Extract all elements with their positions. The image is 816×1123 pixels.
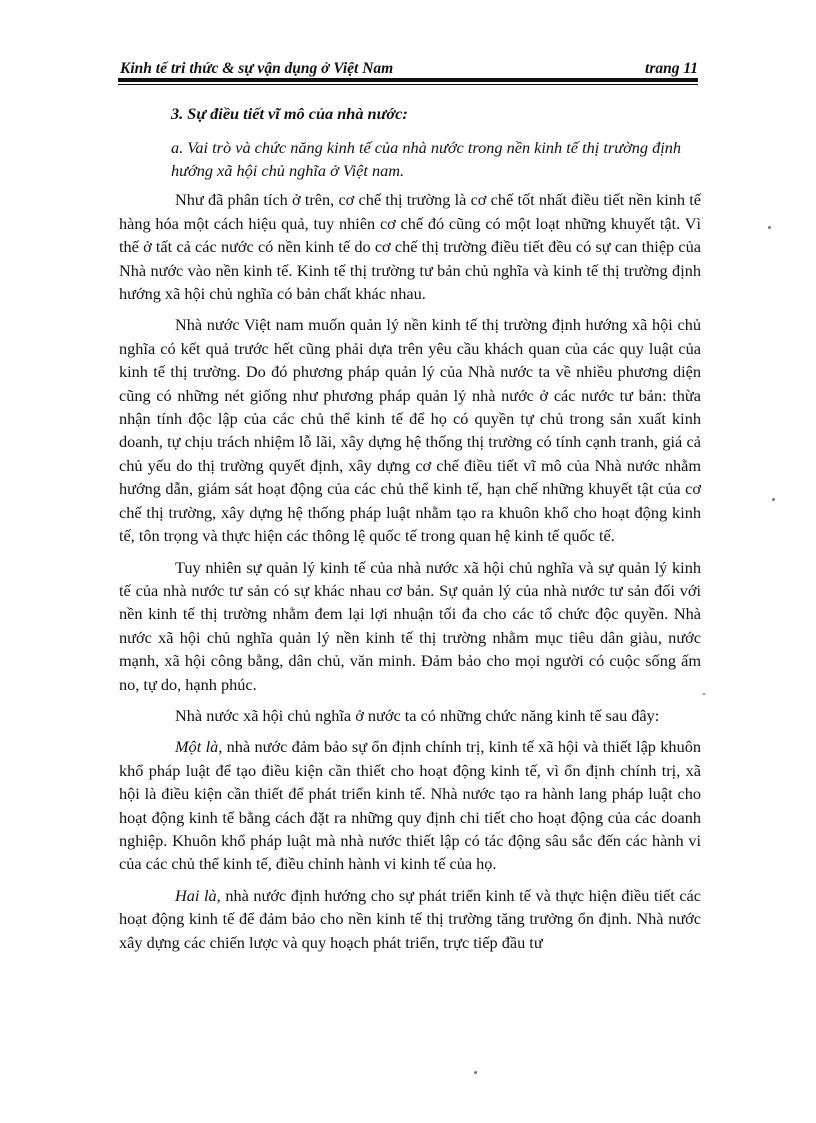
subsection-title: a. Vai trò và chức năng kinh tế của nhà nước trong nền kinh tế thị trường định hướng xã hội chủ nghĩa ở Việt nam.: [171, 138, 682, 180]
paragraph-2: Nhà nước Việt nam muốn quản lý nền kinh tế thị trường định hướng xã hội chủ nghĩa có kết quả trước hết cũng phải dựa trên yêu cầu khách quan của các quy luật của kinh tế thị trường. Do đó phương pháp quản lý của Nhà nước ta về nhiều phương diện cũng có những nét giống như phương pháp quản lý nhà nước ở các nước tư bản: thừa nhận tính độc lập của các chủ thể kinh tế để họ có quyền tự chủ trong sản xuất kinh doanh, tự chịu trách nhiệm lỗ lãi, xây dựng hệ thống thị trường có tính cạnh tranh, giá cả chủ yếu do thị trường quyết định, xây dựng cơ chế điều tiết vĩ mô của Nhà nước nhằm hướng dẫn, giám sát hoạt động của các chủ thể kinh tế, hạn chế những khuyết tật của cơ chế thị trường, xây dựng hệ thống pháp luật nhằm tạo ra khuôn khổ cho hoạt động kinh tế, tôn trọng và thực hiện các thông lệ quốc tế trong quan hệ kinh tế quốc tế.: [119, 315, 701, 546]
item-text-1: nhà nước đảm bảo sự ổn định chính trị, kinh tế xã hội và thiết lập khuôn khổ pháp luật để tạo điều kiện cần thiết cho hoạt động kinh tế, vì ổn định chính trị, xã hội là điều kiện cần thiết để phát triển kinh tế. Nhà nước tạo ra hành lang pháp luật cho hoạt động kinh tế bằng cách đặt ra những quy định chi tiết cho hoạt động của các doanh nghiệp. Khuôn khổ pháp luật mà nhà nước thiết lập có tác động sâu sắc đến các hành vi của các chủ thể kinh tế, điều chỉnh hành vi kinh tế của họ.: [119, 737, 701, 874]
section-title: 3. Sự điều tiết vĩ mô của nhà nước:: [171, 104, 408, 123]
function-item-1: [119, 735, 701, 875]
scan-speck: [703, 693, 705, 695]
item-text-2: nhà nước định hướng cho sự phát triển kinh tế và thực hiện điều tiết các hoạt động kinh tế để đảm bảo cho nền kinh tế thị trường tăng trưởng ổn định. Nhà nước xây dựng các chiến lược và quy hoạch phát triển, trực tiếp đầu tư: [119, 885, 701, 952]
paragraph-3: Tuy nhiên sự quản lý kinh tế của nhà nước xã hội chủ nghĩa và sự quản lý kinh tế của nhà nước tư sản có sự khác nhau cơ bản. Sự quản lý của nhà nước tư sản đối với nền kinh tế thị trường nhằm đem lại lợi nhuận tối đa cho các tổ chức độc quyền. Nhà nước xã hội chủ nghĩa quản lý nền kinh tế thị trường nhằm mục tiêu dân giàu, nước mạnh, xã hội công bằng, dân chủ, văn minh. Đảm bảo cho mọi người có cuộc sống ấm no, tự do, hạnh phúc.: [119, 557, 701, 694]
page-header: [120, 52, 698, 78]
scan-speck: [474, 1071, 477, 1074]
header-rule-thick: [118, 78, 698, 82]
item-lead-2: Hai là,: [175, 885, 221, 905]
scan-speck: [768, 226, 771, 229]
scan-speck: [772, 498, 775, 501]
header-rule-thin: [118, 84, 698, 85]
page-body: [119, 102, 701, 962]
function-item-2: [119, 884, 701, 954]
item-lead-1: Một là,: [175, 737, 223, 757]
header-title: Kinh tế tri thức & sự vận dụng ở Việt Nam: [120, 60, 394, 77]
page-number: trang 11: [645, 60, 698, 77]
paragraph-1: Như đã phân tích ở trên, cơ chế thị trường là cơ chế tốt nhất điều tiết nền kinh tế hàng hóa một cách hiệu quả, tuy nhiên cơ chế đó cũng có một loạt những khuyết tật. Vì thế ở tất cả các nước có nền kinh tế do cơ chế thị trường điều tiết đều có sự can thiệp của Nhà nước vào nền kinh tế. Kinh tế thị trường tư bản chủ nghĩa và kinh tế thị trường định hướng xã hội chủ nghĩa có bản chất khác nhau.: [119, 190, 701, 304]
paragraph-4: Nhà nước xã hội chủ nghĩa ở nước ta có những chức năng kinh tế sau đây:: [175, 705, 660, 725]
